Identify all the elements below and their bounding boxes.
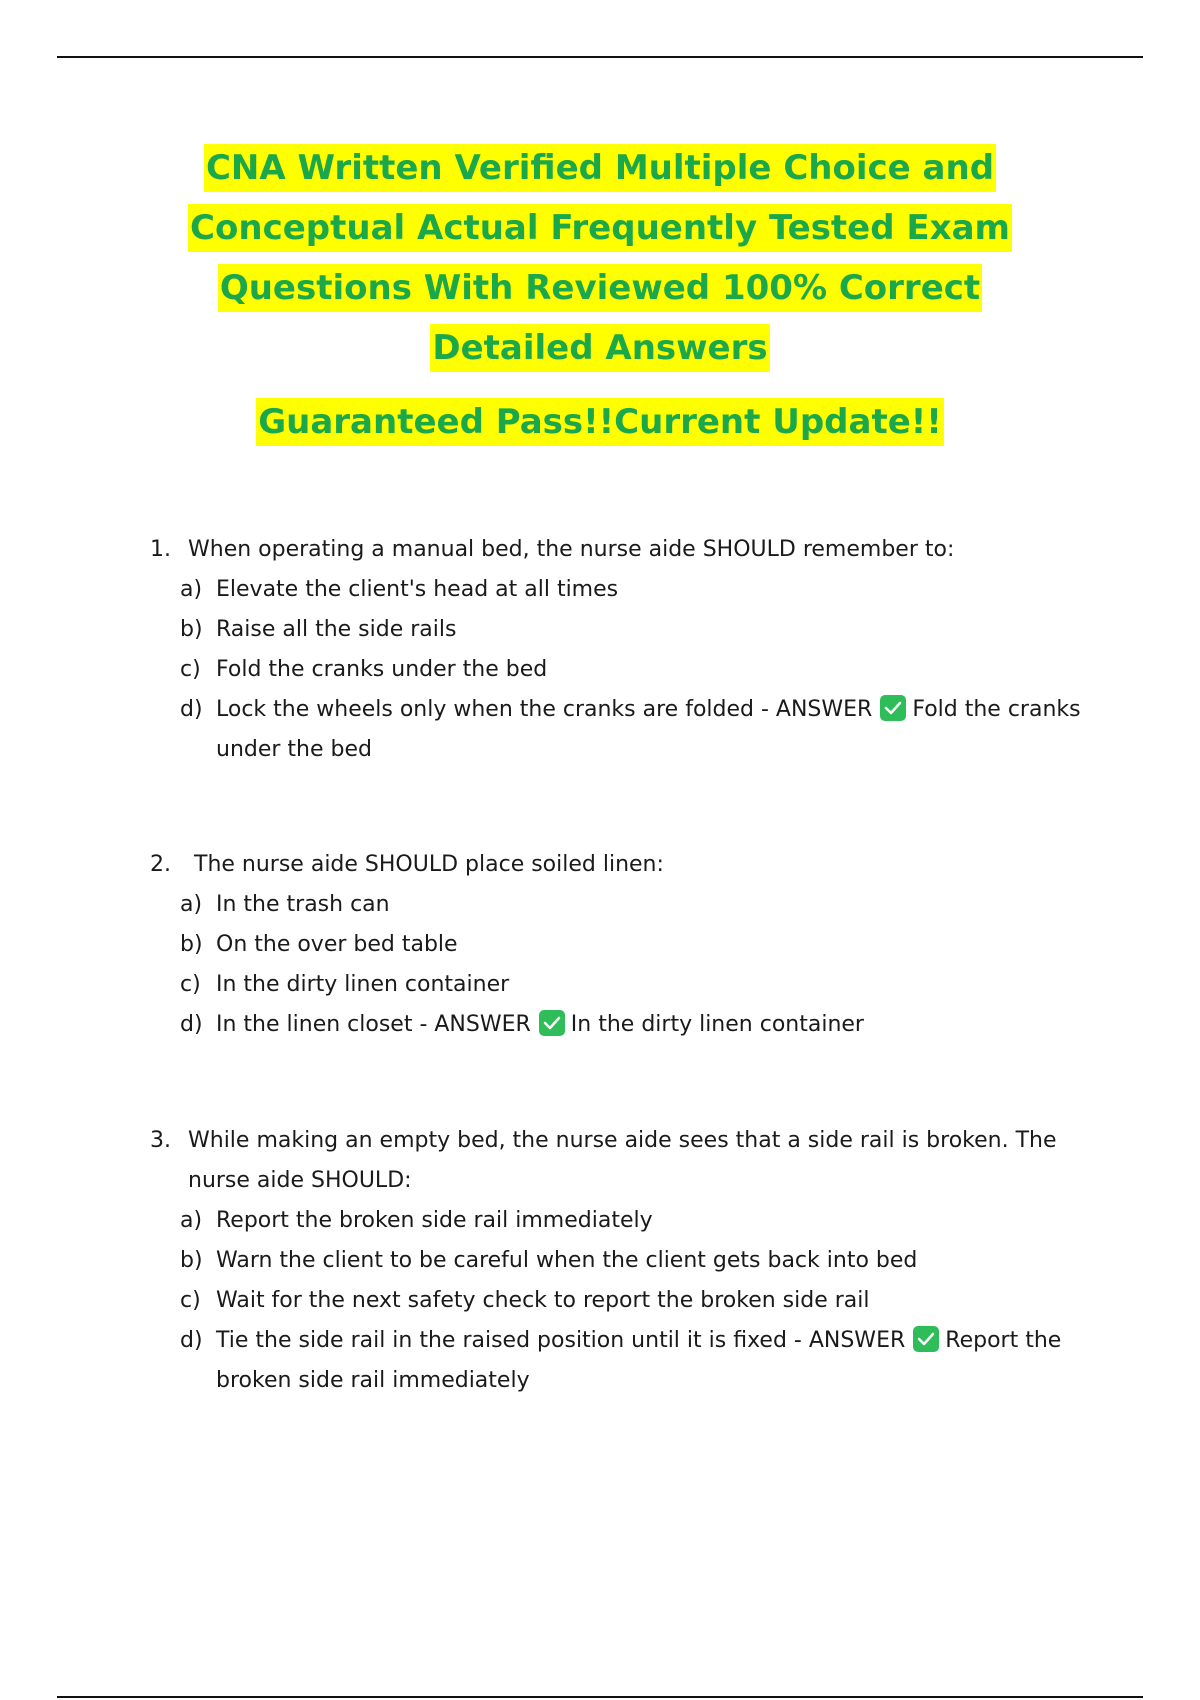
option-b: [150, 1241, 1090, 1281]
subtitle: Guaranteed Pass!!Current Update!!: [256, 398, 944, 446]
check-mark-icon: [539, 1010, 565, 1036]
option-b: [150, 610, 1090, 650]
top-rule: [57, 56, 1143, 58]
option-c: [150, 1281, 1090, 1321]
question-number: 3.: [150, 1128, 171, 1153]
title-line-1: CNA Written Verified Multiple Choice and: [204, 144, 996, 192]
question-1: [150, 530, 1090, 770]
option-text: Raise all the side rails: [216, 617, 457, 642]
option-a: [150, 885, 1090, 925]
option-a: [150, 570, 1090, 610]
option-text: Report the broken side rail immediately: [216, 1208, 653, 1233]
correct-answer: In the dirty linen container: [570, 1012, 864, 1037]
option-text: In the trash can: [216, 892, 390, 917]
option-text: In the linen closet - ANSWER: [216, 1012, 531, 1037]
option-text: Fold the cranks under the bed: [216, 657, 548, 682]
option-letter: a): [180, 892, 203, 917]
title-line-2: Conceptual Actual Frequently Tested Exam: [188, 204, 1012, 252]
question-text: When operating a manual bed, the nurse aide SHOULD remember to:: [188, 537, 955, 562]
option-letter: d): [180, 1012, 203, 1037]
question-3: [150, 1121, 1090, 1401]
question-number: 1.: [150, 537, 171, 562]
option-d: [150, 690, 1090, 770]
option-letter: b): [180, 617, 203, 642]
title-line-3: Questions With Reviewed 100% Correct: [218, 264, 982, 312]
option-letter: b): [180, 1248, 203, 1273]
option-letter: d): [180, 697, 203, 722]
option-text: Elevate the client's head at all times: [216, 577, 619, 602]
document-title: [0, 144, 1200, 458]
option-c: [150, 965, 1090, 1005]
option-text: In the dirty linen container: [216, 972, 510, 997]
check-mark-icon: [913, 1326, 939, 1352]
question-2: [150, 845, 1090, 1045]
option-text-with-answer: [216, 1005, 1090, 1045]
option-text: Tie the side rail in the raised position until it is fixed - ANSWER: [216, 1328, 906, 1353]
option-d: [150, 1005, 1090, 1045]
option-letter: c): [180, 1288, 201, 1313]
option-text: Warn the client to be careful when the client gets back into bed: [216, 1248, 918, 1273]
option-letter: c): [180, 972, 201, 997]
option-text-with-answer: [216, 1321, 1090, 1401]
option-text: On the over bed table: [216, 932, 458, 957]
option-c: [150, 650, 1090, 690]
option-d: [150, 1321, 1090, 1401]
correct-answer: Fold the cranks under the bed: [216, 697, 1081, 762]
question-text: The nurse aide SHOULD place soiled linen:: [194, 852, 664, 877]
option-text-with-answer: [216, 690, 1090, 770]
correct-answer: Report the broken side rail immediately: [216, 1328, 1062, 1393]
check-mark-icon: [880, 695, 906, 721]
option-b: [150, 925, 1090, 965]
option-text: Wait for the next safety check to report the broken side rail: [216, 1288, 870, 1313]
question-number: 2.: [150, 852, 171, 877]
bottom-rule: [57, 1696, 1143, 1698]
option-letter: c): [180, 657, 201, 682]
option-letter: d): [180, 1328, 203, 1353]
option-letter: a): [180, 577, 203, 602]
option-letter: a): [180, 1208, 203, 1233]
option-a: [150, 1201, 1090, 1241]
question-text: While making an empty bed, the nurse aide sees that a side rail is broken. The nurse aide SHOULD:: [188, 1128, 1057, 1193]
title-line-4: Detailed Answers: [430, 324, 769, 372]
option-letter: b): [180, 932, 203, 957]
option-text: Lock the wheels only when the cranks are folded - ANSWER: [216, 697, 873, 722]
